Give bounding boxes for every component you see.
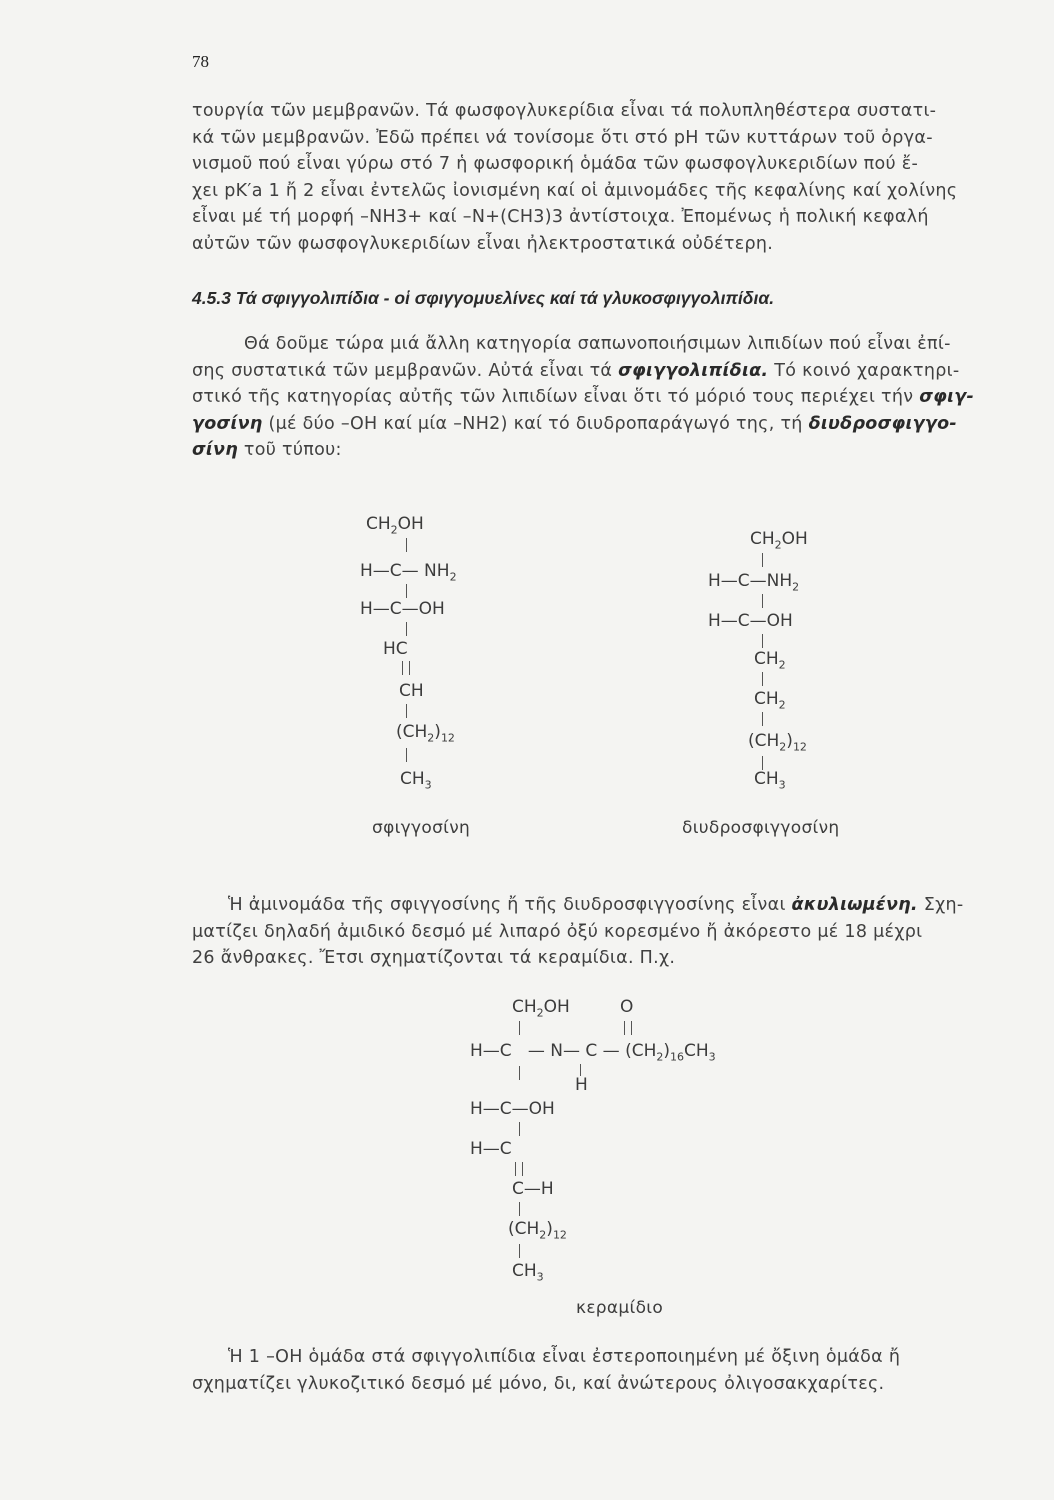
text-line: Ἡ ἀμινομάδα τῆς σφιγγοσίνης ἤ τῆς διυδροσφιγγοσίνης εἶναι ἀκυλιωμένη. Σχη- <box>228 895 964 915</box>
text-line: γοσίνη (μέ δύο –OH καί μία –NH2) καί τό διυδροπαράγωγό της, τή διυδροσφιγγο- <box>192 413 957 434</box>
text-line: ματίζει δηλαδή ἀμιδικό δεσμό μέ λιπαρό ὀξύ κορεσμένο ἤ ἀκόρεστο μέ 18 μέχρι <box>192 921 923 942</box>
text-line: αὐτῶν τῶν φωσφογλυκεριδίων εἶναι ἠλεκτροστατικά οὐδέτερη. <box>192 233 774 254</box>
text-line: 26 ἄνθρακες. Ἔτσι σχηματίζονται τά κεραμίδια. Π.χ. <box>192 948 676 968</box>
ceramide-caption: κεραμίδιο <box>576 1298 664 1318</box>
paragraph-sphingolipids <box>192 331 1032 464</box>
text-line: νισμοῦ πού εἶναι γύρω στό 7 ἡ φωσφορική ὁμάδα τῶν φωσφογλυκεριδίων πού ἔ- <box>192 154 919 174</box>
text-line: κά τῶν μεμβρανῶν. Ἐδῶ πρέπει νά τονίσομε ὅτι στό pH τῶν κυττάρων τοῦ ὀργα- <box>192 127 933 148</box>
text-line: σίνη τοῦ τύπου: <box>192 440 342 460</box>
section-heading: 4.5.3 Τά σφιγγολιπίδια - οἱ σφιγγομυελίνες καί τά γλυκοσφιγγολιπίδια. <box>192 288 775 308</box>
text-line: Θά δοῦμε τώρα μιά ἄλλη κατηγορία σαπωνοποιήσιμων λιπιδίων πού εἶναι ἐπί- <box>244 334 951 354</box>
paragraph-membranes <box>192 98 1032 257</box>
dihydrosphingosine-caption: διυδροσφιγγοσίνη <box>682 818 840 838</box>
paragraph-glycosides <box>192 1344 1032 1397</box>
text-line: σης συστατικά τῶν μεμβρανῶν. Αὐτά εἶναι τά σφιγγολιπίδια. Τό κοινό χαρακτηρι- <box>192 360 960 381</box>
text-line: στικό τῆς κατηγορίας αὐτῆς τῶν λιπιδίων εἶναι ὅτι τό μόριό τους περιέχει τήν σφιγ- <box>192 387 975 407</box>
sphingosine-caption: σφιγγοσίνη <box>372 818 471 838</box>
text-line: τουργία τῶν μεμβρανῶν. Τά φωσφογλυκερίδια εἶναι τά πολυπληθέστερα συστατι- <box>192 101 937 121</box>
text-line: σχηματίζει γλυκοζιτικό δεσμό μέ μόνο, δι, καί ἀνώτερους ὀλιγοσακχαρίτες. <box>192 1373 885 1394</box>
page-number: 78 <box>192 52 209 71</box>
paragraph-ceramides <box>192 892 1032 972</box>
text-line: Ἡ 1 –OH ὁμάδα στά σφιγγολιπίδια εἶναι ἐστεροποιημένη μέ ὄξινη ὁμάδα ἤ <box>228 1347 901 1367</box>
text-line: εἶναι μέ τή μορφή –NH3+ καί –N+(CH3)3 ἀντίστοιχα. Ἐπομένως ἡ πολική κεφαλή <box>192 207 929 227</box>
text-line: χει pK′a 1 ἤ 2 εἶναι ἐντελῶς ἰονισμένη καί οἱ ἀμινομάδες τῆς κεφαλίνης καί χολίνης <box>192 180 958 201</box>
